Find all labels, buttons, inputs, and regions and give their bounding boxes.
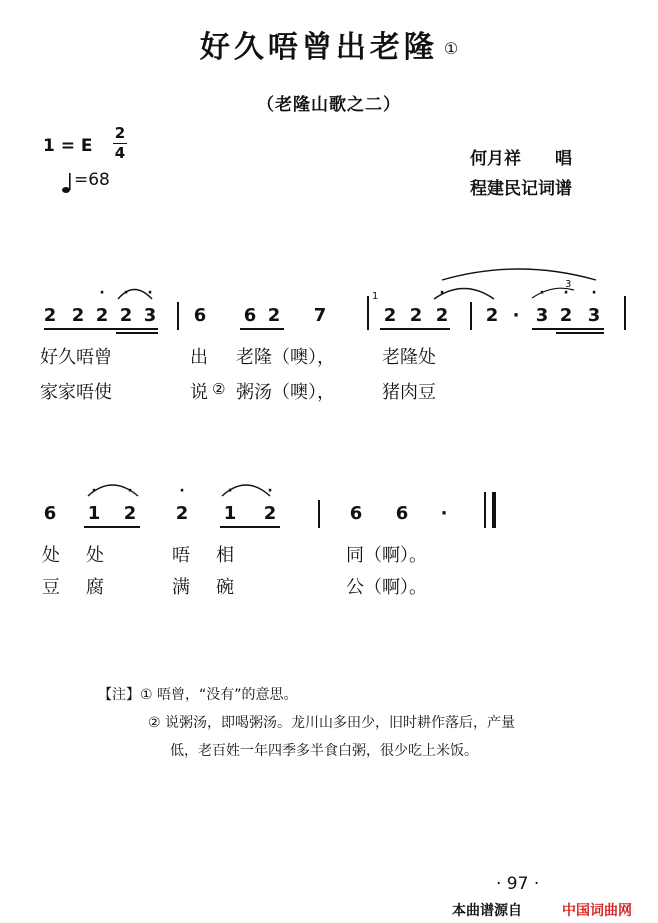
slur <box>434 285 494 301</box>
high-octave-dot: · <box>563 285 569 301</box>
lyric: 老隆处 <box>382 347 436 368</box>
note: 3 <box>535 305 549 326</box>
lyric: 说 <box>190 382 208 403</box>
lyric: 处 <box>86 545 104 566</box>
note: 6 <box>395 503 409 524</box>
footnote-2: ② 说粥汤，即喝粥汤。龙川山多田少，旧时耕作落后，产量 <box>148 715 515 731</box>
meter-bottom: 4 <box>114 144 126 162</box>
note: 2 <box>95 305 109 326</box>
note: 2 <box>119 305 133 326</box>
slur <box>442 269 596 280</box>
lyric: 公（啊）。 <box>346 577 427 598</box>
note: 2 <box>43 305 57 326</box>
high-octave-dot: · <box>591 285 597 301</box>
lyric: 家家唔使 <box>40 382 112 403</box>
note: 2 <box>123 503 137 524</box>
note: 2 <box>175 503 189 524</box>
high-octave-dot: · <box>227 483 233 499</box>
triplet-mark: 3 <box>565 279 572 290</box>
note: 2 <box>263 503 277 524</box>
lyric: 满 <box>172 577 190 598</box>
high-octave-dot: · <box>179 483 185 499</box>
note: 2 <box>71 305 85 326</box>
singer-credit: 何月祥 唱 <box>470 149 572 169</box>
high-octave-dot: · <box>267 483 273 499</box>
title-text: 好久唔曾出老隆 <box>199 30 438 65</box>
meter-top: 2 <box>114 124 126 142</box>
lyric: 好久唔曾 <box>40 347 112 368</box>
transcriber-credit: 程建民记词谱 <box>470 179 572 199</box>
lyric: 豆 <box>42 577 60 598</box>
title-footnote-mark: ① <box>443 39 459 58</box>
lyric: 碗 <box>216 577 234 598</box>
note: 2 <box>559 305 573 326</box>
high-octave-dot: · <box>123 285 129 301</box>
high-octave-dot: · <box>99 285 105 301</box>
lyric: 唔 <box>172 545 190 566</box>
lyric-footnote-mark: ② <box>212 380 226 398</box>
note: 6 <box>243 305 257 326</box>
grace-note: 1 <box>372 291 379 302</box>
note: 1 <box>87 503 101 524</box>
slur <box>532 285 574 301</box>
lyric: 相 <box>216 545 234 566</box>
note: 7 <box>313 305 327 326</box>
lyric: 老隆（噢）， <box>236 347 335 368</box>
high-octave-dot: · <box>147 285 153 301</box>
high-octave-dot: · <box>127 483 133 499</box>
footnote-2-continued: 低，老百姓一年四季多半食白粥，很少吃上米饭。 <box>170 743 478 759</box>
site-name-link[interactable]: 中国词曲网 <box>562 903 632 919</box>
note: 6 <box>43 503 57 524</box>
note: 3 <box>587 305 601 326</box>
slur <box>88 483 138 499</box>
lyric: 出 <box>190 347 208 368</box>
tempo-marking: =68 <box>74 170 110 190</box>
song-subtitle: （老隆山歌之二） <box>257 95 401 115</box>
high-octave-dot: · <box>539 285 545 301</box>
note: 2 <box>267 305 281 326</box>
high-octave-dot: · <box>439 285 445 301</box>
note: 2 <box>383 305 397 326</box>
lyric: 猪肉豆 <box>382 382 436 403</box>
note: 2 <box>409 305 423 326</box>
note: 6 <box>193 305 207 326</box>
slur <box>222 483 270 499</box>
lyric: 粥汤（噢）， <box>236 382 335 403</box>
footnote-1: 【注】① 唔曾，“没有”的意思。 <box>98 687 298 703</box>
dot-rhythm: · <box>512 305 520 326</box>
note: 3 <box>143 305 157 326</box>
lyric: 腐 <box>86 577 104 598</box>
note: 2 <box>485 305 499 326</box>
note: 2 <box>435 305 449 326</box>
high-octave-dot: · <box>91 483 97 499</box>
slur <box>118 285 152 301</box>
note: 6 <box>349 503 363 524</box>
note: 1 <box>223 503 237 524</box>
key-signature: 1 = E <box>43 136 93 156</box>
page-number: · 97 · <box>496 874 540 894</box>
source-label: 本曲谱源自 <box>452 903 522 919</box>
dot-rhythm: · <box>440 503 448 524</box>
lyric: 处 <box>42 545 60 566</box>
lyric: 同（啊）。 <box>346 545 427 566</box>
